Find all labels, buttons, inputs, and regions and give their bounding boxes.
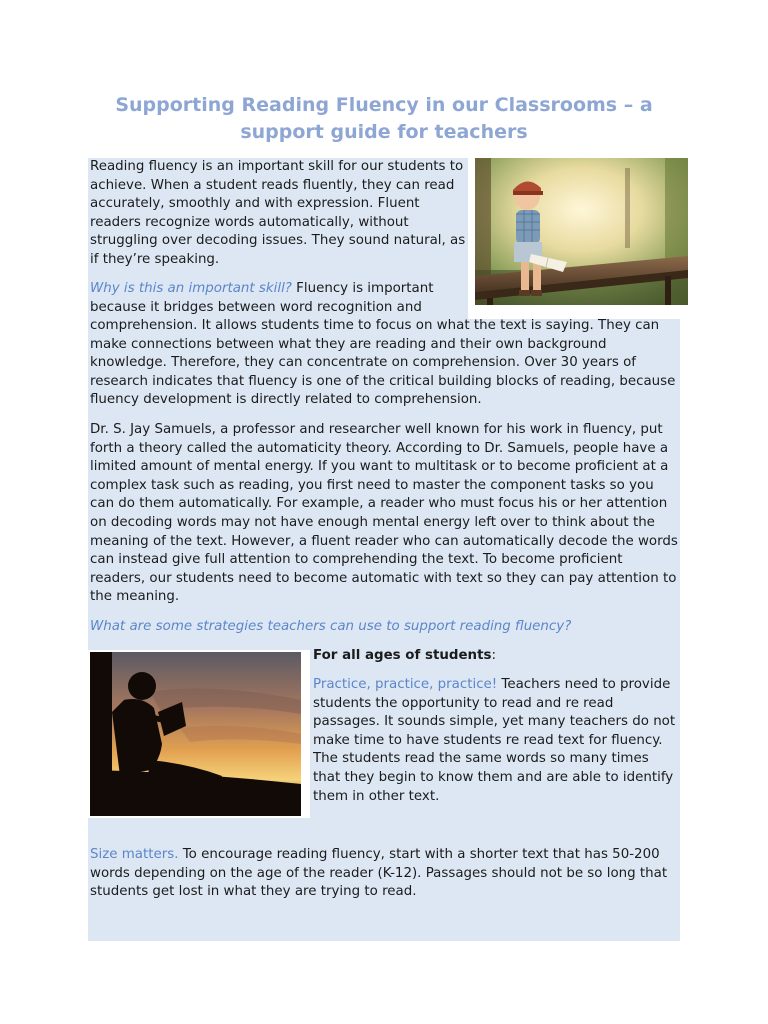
why-body-top: Fluency is important because it bridges between word recognition and <box>90 281 434 315</box>
size-paragraph <box>90 846 678 902</box>
page-title: Supporting Reading Fluency in our Classrooms – a support guide for teachers <box>115 94 653 143</box>
practice-body: Teachers need to provide students the opportunity to read and re read passages. It sounds simple, yet many teachers do not make time to have students re read text for fluency. The students read the same words so many times that they begin to know them and are able to identify them in other text. <box>313 677 676 804</box>
why-paragraph-rest: comprehension. It allows students time to focus on what the text is saying. They can make connections between what they are reading and their own background knowledge. Therefore, they can concentrate on comprehension. Over 30 years of research indicates that fluency is one of the critical building blocks of reading, because fluency development is directly related to comprehension. <box>90 318 676 408</box>
intro-paragraph: Reading fluency is an important skill for our students to achieve. When a student reads fluently, they can read accurately, smoothly and with expression. Fluent readers recognize words automatically, without struggling over decoding issues. They sound natural, as if they’re speaking. <box>90 159 466 267</box>
all-ages-colon: : <box>491 648 496 663</box>
photo2-image <box>90 652 301 816</box>
why-paragraph-top <box>90 280 468 317</box>
strategies-heading: What are some strategies teachers can use to support reading fluency? <box>90 619 572 634</box>
practice-paragraph <box>313 676 680 806</box>
practice-heading: Practice, practice, practice! <box>313 677 498 692</box>
all-ages-heading <box>313 647 679 666</box>
samuels-paragraph: Dr. S. Jay Samuels, a professor and researcher well known for his work in fluency, put forth a theory called the automaticity theory. According to Dr. Samuels, people have a limited amount of mental energy. If you want to multitask or to become proficient at a complex task such as reading, you first need to master the component tasks so you can do them automatically. For example, a reader who must focus his or her attention on decoding words may not have enough mental energy left over to think about the meaning of the text. However, a fluent reader who can automatically decode the words can instead give full attention to comprehending the text. To become proficient readers, our students need to become automatic with text so they can pay attention to the meaning. <box>90 422 678 605</box>
size-body: To encourage reading fluency, start with a shorter text that has 50-200 words depending on the age of the reader (K-12). Passages should not be so long that students get lost in what they are trying to read. <box>90 847 668 900</box>
photo1-image <box>475 158 688 305</box>
silhouette-reading-sunset-icon <box>90 652 301 816</box>
all-ages-bold: For all ages of students <box>313 648 492 663</box>
size-heading: Size matters. <box>90 847 179 862</box>
why-heading: Why is this an important skill? <box>90 281 292 296</box>
child-reading-bench-icon <box>475 158 688 305</box>
